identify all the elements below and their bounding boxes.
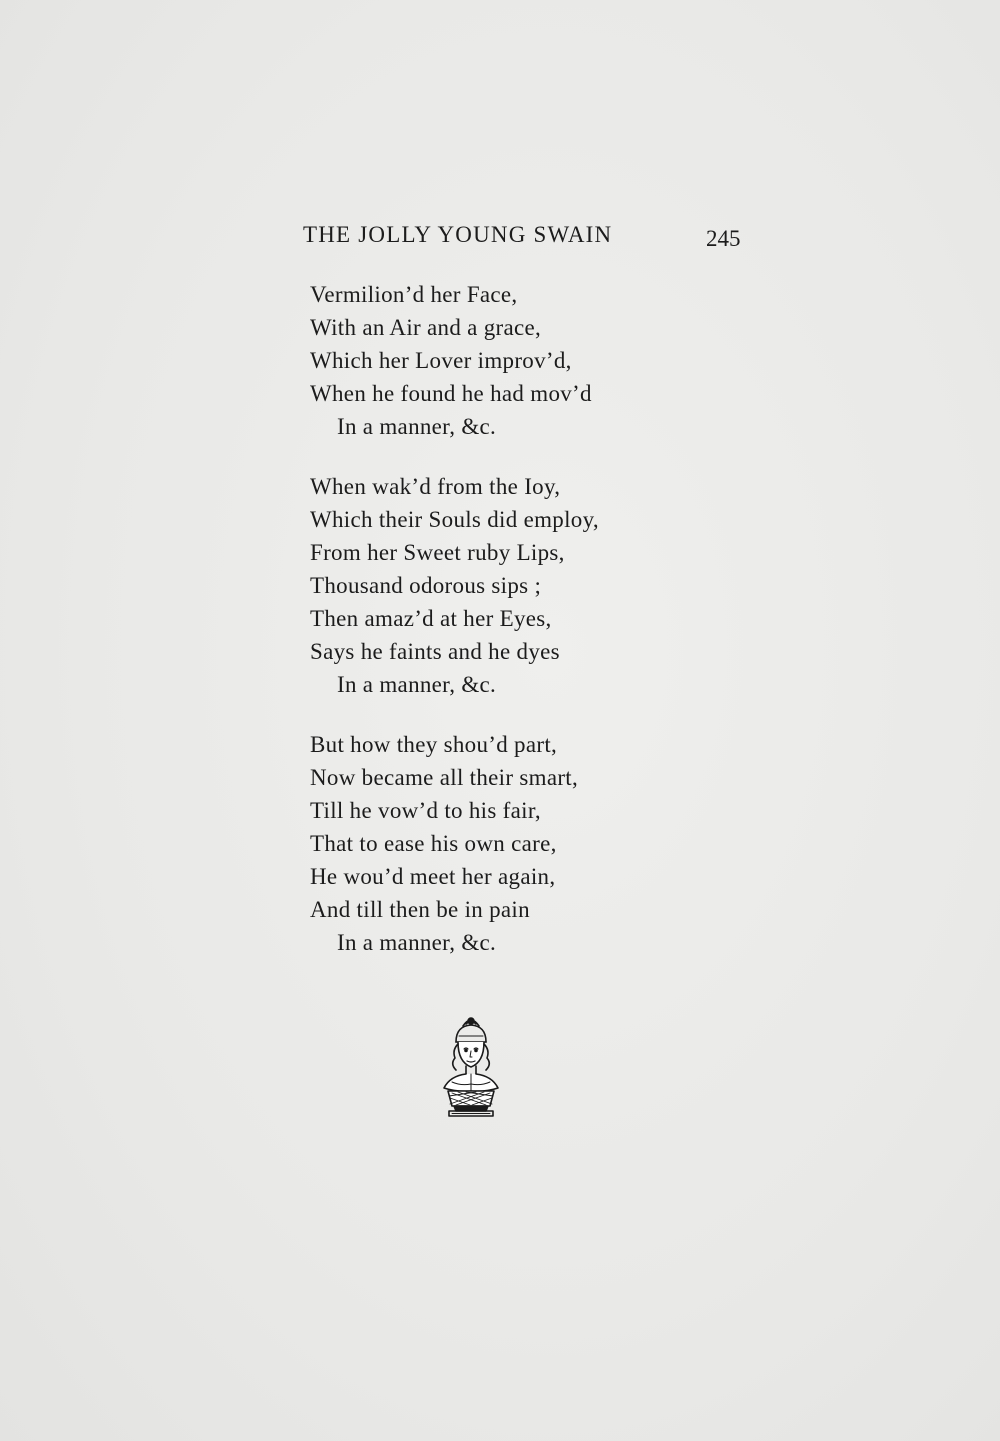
poem-line: Which her Lover improv’d, <box>310 348 572 373</box>
running-head <box>303 222 763 262</box>
refrain-line: In a manner, &c. <box>337 930 497 955</box>
poem-line: Vermilion’d her Face, <box>310 282 518 307</box>
stanza <box>310 728 730 959</box>
poem-line: Till he vow’d to his fair, <box>310 798 541 823</box>
page-number: 245 <box>706 226 741 251</box>
poem-line: From her Sweet ruby Lips, <box>310 540 565 565</box>
poem-line: Now became all their smart, <box>310 765 579 790</box>
stanza <box>310 278 730 443</box>
poem-line: But how they shou’d part, <box>310 732 558 757</box>
poem-line: He wou’d meet her again, <box>310 864 556 889</box>
stanza <box>310 470 730 701</box>
refrain-line: In a manner, &c. <box>337 672 497 697</box>
poem-line: Thousand odorous sips ; <box>310 573 542 598</box>
bust-ornament-icon <box>436 1012 506 1120</box>
refrain-line: In a manner, &c. <box>337 414 497 439</box>
poem <box>310 278 730 986</box>
poem-line: When he found he had mov’d <box>310 381 592 406</box>
running-title: THE JOLLY YOUNG SWAIN <box>303 222 613 247</box>
poem-line: Then amaz’d at her Eyes, <box>310 606 552 631</box>
poem-line: With an Air and a grace, <box>310 315 542 340</box>
poem-line: When wak’d from the Ioy, <box>310 474 561 499</box>
poem-line: And till then be in pain <box>310 897 530 922</box>
poem-line: Which their Souls did employ, <box>310 507 599 532</box>
poem-line: Says he faints and he dyes <box>310 639 560 664</box>
poem-line: That to ease his own care, <box>310 831 557 856</box>
